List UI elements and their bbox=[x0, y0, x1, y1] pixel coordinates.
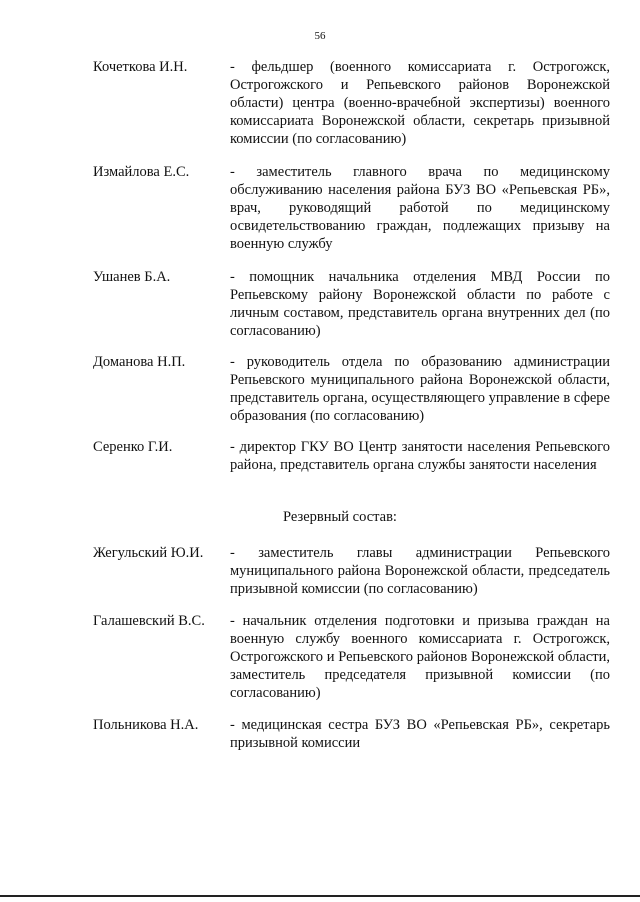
member-name: Измайлова Е.С. bbox=[93, 164, 190, 180]
member-name: Серенко Г.И. bbox=[93, 439, 173, 455]
reserve-member-entry bbox=[93, 544, 610, 598]
member-role: - медицинская сестра БУЗ ВО «Репьевская РБ», секретарь призывной комиссии bbox=[230, 717, 610, 751]
member-entry bbox=[93, 353, 610, 425]
member-role: - фельдшер (военного комиссариата г. Острогожск, Острогожского и Репьевского районов Воронежской области) центра (военно-врачебной экспертизы) военного комиссариата Воронежской области, секретарь призывной комиссии (по согласованию) bbox=[230, 59, 610, 147]
member-entry bbox=[93, 163, 610, 253]
member-role: - руководитель отдела по образованию администрации Репьевского муниципального района Воронежской области, представитель органа, осуществляющего управление в сфере образования (по согласованию) bbox=[230, 354, 610, 424]
member-entry bbox=[93, 268, 610, 340]
member-role: - заместитель главы администрации Репьевского муниципального района Воронежской области, председатель призывной комиссии (по согласованию) bbox=[230, 545, 610, 597]
member-role: - помощник начальника отделения МВД России по Репьевскому району Воронежской области по работе с личным составом, представитель органа внутренних дел (по согласованию) bbox=[230, 269, 610, 339]
member-role: - начальник отделения подготовки и призыва граждан на военную службу военного комиссариата г. Острогожск, Острогожского и Репьевского районов Воронежской области, заместитель председателя призывной комиссии (по согласованию) bbox=[230, 613, 610, 701]
member-name: Кочеткова И.Н. bbox=[93, 59, 188, 75]
reserve-member-entry bbox=[93, 716, 610, 752]
member-name: Жегульский Ю.И. bbox=[93, 545, 204, 561]
member-entry bbox=[93, 438, 610, 492]
member-name: Ушанев Б.А. bbox=[93, 269, 171, 285]
member-name: Доманова Н.П. bbox=[93, 354, 186, 370]
member-role: - заместитель главного врача по медицинскому обслуживанию населения района БУЗ ВО «Репьевская РБ», врач, руководящий работой по медицинскому освидетельствованию граждан, подлежащих призыву на военную службу bbox=[230, 164, 610, 252]
member-entry bbox=[93, 58, 610, 148]
member-role: - директор ГКУ ВО Центр занятости населения Репьевского района, представитель органа службы занятости населения bbox=[230, 439, 610, 473]
reserve-member-entry bbox=[93, 612, 610, 702]
member-name: Польникова Н.А. bbox=[93, 717, 199, 733]
reserve-section-title: Резервный состав: bbox=[283, 509, 397, 525]
scan-edge-line bbox=[0, 895, 640, 897]
page-number: 56 bbox=[314, 30, 326, 42]
member-name: Галашевский В.С. bbox=[93, 613, 205, 629]
